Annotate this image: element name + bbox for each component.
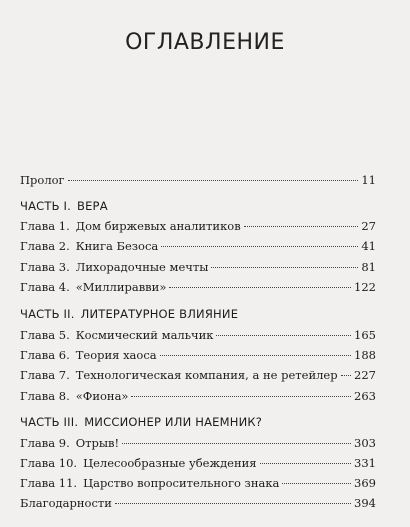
- dot-leader: [160, 355, 351, 356]
- toc-entry: [20, 433, 376, 453]
- dot-leader: [211, 267, 358, 268]
- page-number: 122: [354, 280, 376, 294]
- toc-entry: [20, 216, 376, 236]
- chapter-number: Глава 8.: [20, 389, 70, 403]
- entry-title: Книга Безоса: [75, 239, 159, 253]
- entry-title: Лихорадочные мечты: [75, 260, 209, 274]
- entry-title: Дом биржевых аналитиков: [75, 219, 241, 233]
- page-number: 331: [354, 456, 376, 470]
- entry-title: Царство вопросительного знака: [83, 476, 280, 490]
- part-name: ЛИТЕРАТУРНОЕ ВЛИЯНИЕ: [80, 307, 239, 321]
- entry-title: Благодарности: [20, 496, 112, 510]
- part-heading-2: [20, 304, 376, 324]
- dot-leader: [260, 463, 352, 464]
- page-number: 394: [354, 496, 376, 510]
- toc-entry: [20, 473, 376, 493]
- toc-entry: [20, 453, 376, 473]
- dot-leader: [341, 375, 351, 376]
- part-heading-3: [20, 412, 376, 432]
- page-number: 11: [361, 173, 376, 187]
- chapter-number: Глава 7.: [20, 368, 70, 382]
- page-number: 188: [354, 348, 376, 362]
- part-number: ЧАСТЬ II.: [20, 307, 75, 321]
- part-heading-1: [20, 196, 376, 216]
- page-number: 303: [354, 436, 376, 450]
- page-number: 165: [354, 328, 376, 342]
- chapter-number: Глава 4.: [20, 280, 70, 294]
- chapter-number: Глава 3.: [20, 260, 70, 274]
- chapter-number: Глава 10.: [20, 456, 78, 470]
- toc-entry: [20, 325, 376, 345]
- chapter-number: Глава 11.: [20, 476, 78, 490]
- toc-entry: [20, 277, 376, 297]
- page-number: 81: [361, 260, 376, 274]
- page-number: 263: [354, 389, 376, 403]
- chapter-number: Глава 1.: [20, 219, 70, 233]
- part-name: ВЕРА: [77, 199, 108, 213]
- toc-entry: [20, 257, 376, 277]
- part-number: ЧАСТЬ III.: [20, 415, 79, 429]
- part-number: ЧАСТЬ I.: [20, 199, 71, 213]
- dot-leader: [282, 483, 351, 484]
- dot-leader: [169, 287, 351, 288]
- toc-entry: [20, 236, 376, 256]
- entry-title: «Фиона»: [75, 389, 129, 403]
- dot-leader: [161, 246, 358, 247]
- page-title: ОГЛАВЛЕНИЕ: [125, 30, 285, 55]
- toc-entry: [20, 365, 376, 385]
- entry-title: «Миллиравви»: [75, 280, 167, 294]
- page-number: 369: [354, 476, 376, 490]
- entry-title: Теория хаоса: [75, 348, 157, 362]
- part-name: МИССИОНЕР ИЛИ НАЕМНИК?: [84, 415, 263, 429]
- dot-leader: [68, 180, 359, 181]
- chapter-number: Глава 2.: [20, 239, 70, 253]
- dot-leader: [115, 503, 351, 504]
- page-number: 27: [361, 219, 376, 233]
- toc-entry-prologue: [20, 170, 376, 190]
- entry-title: Целесообразные убеждения: [83, 456, 257, 470]
- toc-entry: [20, 386, 376, 406]
- dot-leader: [244, 226, 359, 227]
- dot-leader: [131, 396, 351, 397]
- entry-title: Технологическая компания, а не ретейлер: [75, 368, 338, 382]
- toc-entry-acknowledgements: [20, 493, 376, 513]
- toc-entry: [20, 345, 376, 365]
- page-number: 41: [361, 239, 376, 253]
- chapter-number: Глава 5.: [20, 328, 70, 342]
- entry-title: Пролог: [20, 173, 65, 187]
- dot-leader: [122, 443, 351, 444]
- entry-title: Отрыв!: [75, 436, 120, 450]
- chapter-number: Глава 9.: [20, 436, 70, 450]
- dot-leader: [216, 335, 351, 336]
- chapter-number: Глава 6.: [20, 348, 70, 362]
- page-number: 227: [354, 368, 376, 382]
- entry-title: Космический мальчик: [75, 328, 214, 342]
